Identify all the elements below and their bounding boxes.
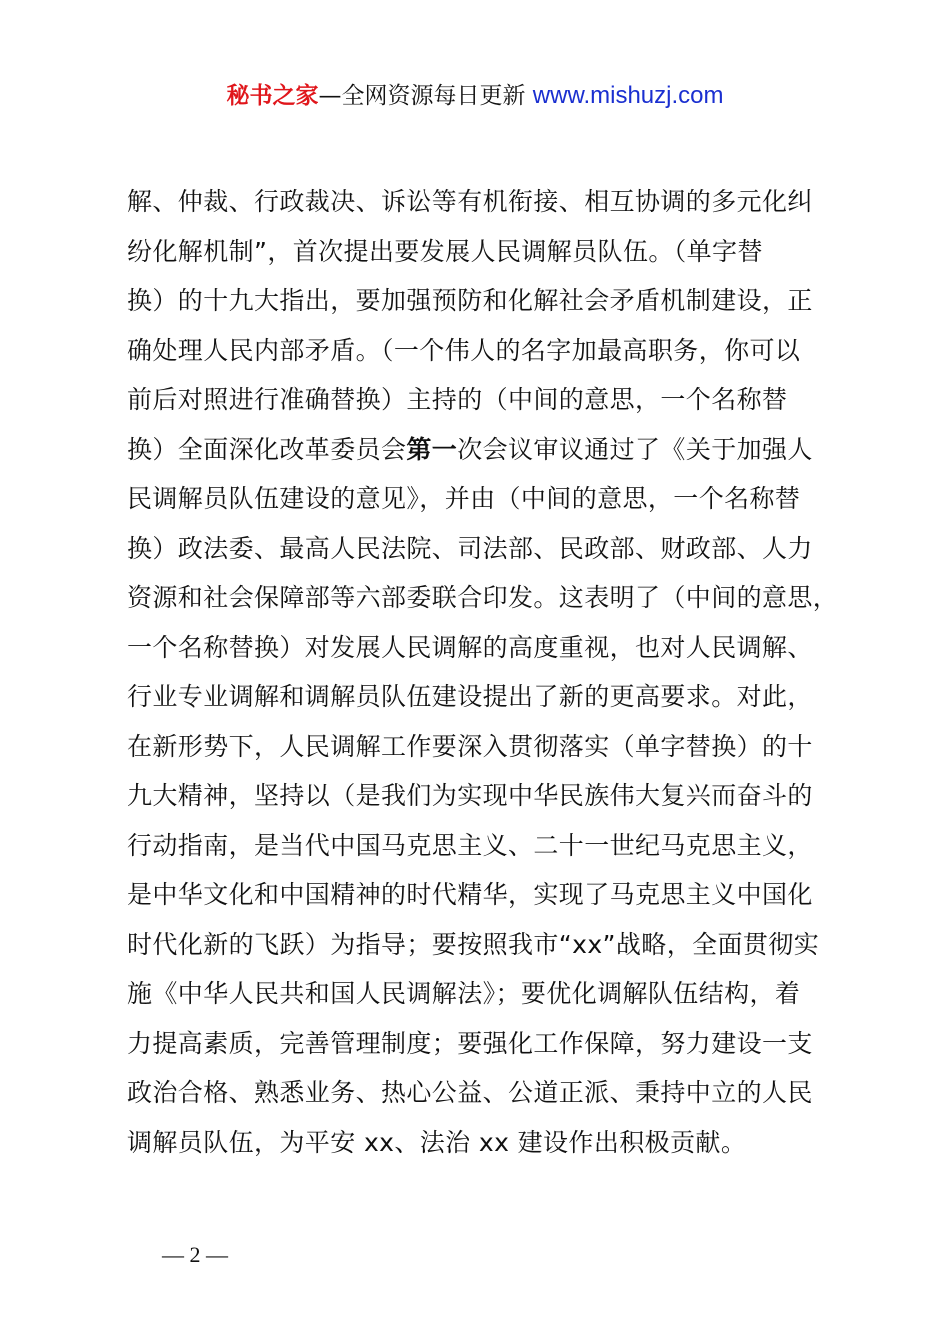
text-line-with-bold [127,432,835,482]
text-segment: 换）全面深化改革委员会 [127,434,407,464]
text-line: 时代化新的飞跃）为指导；要按照我市“xx”战略，全面贯彻实 [127,929,820,959]
text-line: 行业专业调解和调解员队伍建设提出了新的更高要求。对此， [127,682,813,711]
brand-name: 秘书之家 [226,83,319,109]
text-line: 解、仲裁、行政裁决、诉讼等有机衔接、相互协调的多元化纠 [127,187,813,216]
text-line: 资源和社会保障部等六部委联合印发。这表明了（中间的意思， [127,583,839,612]
watermark-header [0,80,950,112]
bold-text-segment: 第一 [406,434,458,464]
text-line: 确处理人民内部矛盾。（一个伟人的名字加最高职务，你可以 [127,335,801,365]
text-line: 一个名称替换）对发展人民调解的高度重视，也对人民调解、 [127,632,813,662]
text-line: 前后对照进行准确替换）主持的（中间的意思，一个名称替 [127,385,788,414]
text-line: 政治合格、熟悉业务、热心公益、公道正派、秉持中立的人民 [127,1078,813,1107]
text-line: 是中华文化和中国精神的时代精华，实现了马克思主义中国化 [127,880,813,909]
text-segment: 次会议审议通过了《关于加强人 [457,434,813,464]
text-line: 纷化解机制”，首次提出要发展人民调解员队伍。（单字替 [127,236,763,266]
text-line: 民调解员队伍建设的意见》，并由（中间的意思，一个名称替 [127,484,801,513]
text-line: 换）的十九大指出，要加强预防和化解社会矛盾机制建设，正 [127,286,813,315]
text-line: 行动指南，是当代中国马克思主义、二十一世纪马克思主义， [127,830,813,860]
text-line: 在新形势下，人民调解工作要深入贯彻落实（单字替换）的十 [127,731,813,761]
text-line: 力提高素质，完善管理制度；要强化工作保障，努力建设一支 [127,1028,813,1058]
text-line: 换）政法委、最高人民法院、司法部、民政部、财政部、人力 [127,533,813,563]
text-line: 施《中华人民共和国人民调解法》；要优化调解队伍结构，着 [127,979,801,1008]
page-number: — 2 — [162,1242,228,1267]
header-tagline: —全网资源每日更新 [318,83,533,109]
text-line: 九大精神，坚持以（是我们为实现中华民族伟大复兴而奋斗的 [127,781,813,810]
text-line: 调解员队伍，为平安 xx、法治 xx 建设作出积极贡献。 [127,1127,747,1157]
body-paragraph [127,184,839,1174]
header-url: www.mishuzj.com [532,82,724,109]
